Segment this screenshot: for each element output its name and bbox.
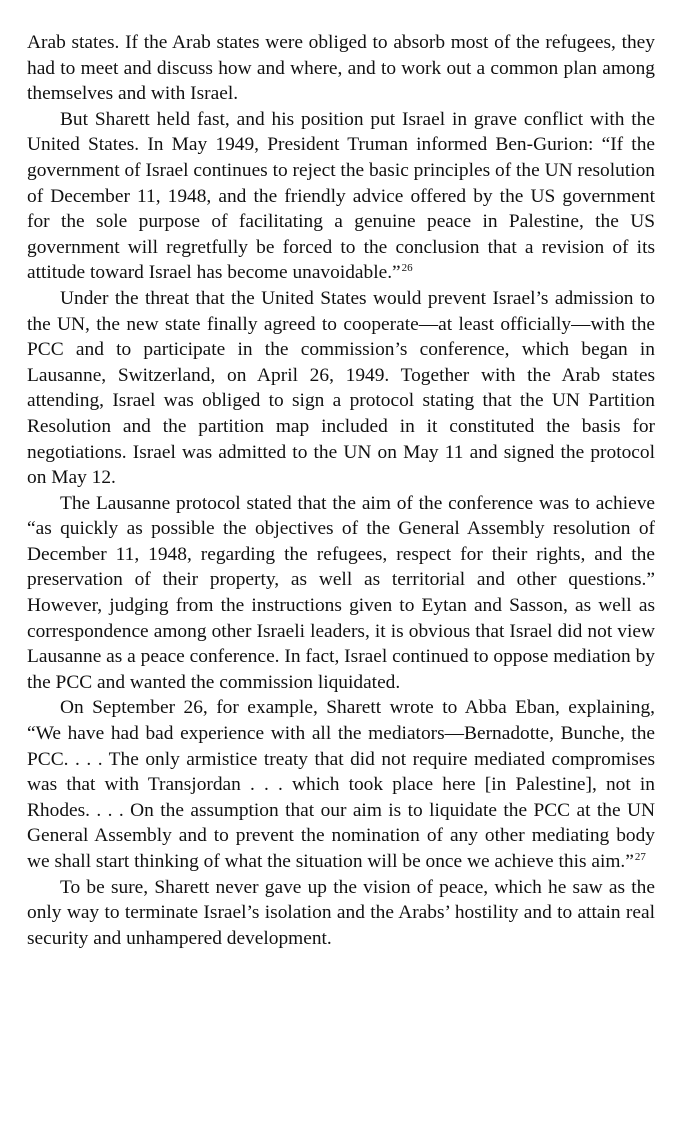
book-page (27, 30, 655, 951)
paragraph-6-text: To be sure, Sharett never gave up the vision of peace, which he saw as the only way to terminate Israel’s isolation and the Arabs’ hostility and to attain real security and unhampered development. (27, 876, 655, 949)
footnote-marker-27: 27 (634, 851, 646, 863)
paragraph-5 (27, 695, 655, 874)
paragraph-6 (27, 875, 655, 952)
paragraph-3 (27, 286, 655, 491)
paragraph-1 (27, 30, 655, 107)
footnote-marker-26: 26 (401, 262, 413, 275)
paragraph-4 (27, 491, 655, 696)
paragraph-5-text: On September 26, for example, Sharett wrote to Abba Eban, explaining, “We have had bad experience with all the mediators—Bernadotte, Bunche, the PCC. . . . The only armistice treaty that did not require mediated compromises was that with Transjordan . . . which took place here [in Palestine], not in Rhodes. . . . On the assumption that our aim is to liquidate the PCC at the UN General Assembly and to prevent the nomination of any other mediating body we shall start thinking of what the situation will be once we achieve this aim.” (27, 697, 655, 872)
paragraph-1-text: Arab states. If the Arab states were obliged to absorb most of the refugees, they had to meet and discuss how and where, and to work out a common plan among themselves and with Israel. (27, 32, 655, 105)
paragraph-3-text: Under the threat that the United States would prevent Israel’s admission to the UN, the new state finally agreed to cooperate—at least officially—with the PCC and to participate in the commission’s conference, which began in Lausanne, Switzerland, on April 26, 1949. Together with the Arab states attending, Israel was obliged to sign a protocol stating that the UN Partition Resolution and the partition map included in it constituted the basis for negotiations. Israel was admitted to the UN on May 11 and signed the protocol on May 12. (27, 287, 655, 489)
paragraph-2 (27, 107, 655, 286)
paragraph-2-text: But Sharett held fast, and his position put Israel in grave conflict with the United States. In May 1949, President Truman informed Ben-Gurion: “If the government of Israel continues to reject the basic principles of the UN resolution of December 11, 1948, and the friendly advice offered by the US government for the sole purpose of facilitating a genuine peace in Palestine, the US government will regretfully be forced to the conclusion that a revision of its attitude toward Israel has become unavoidable.” (27, 108, 655, 284)
paragraph-4-text: The Lausanne protocol stated that the aim of the conference was to achieve “as quickly as possible the objectives of the General Assembly resolution of December 11, 1948, regarding the refugees, respect for their rights, and the preservation of their property, as well as territorial and other questions.” However, judging from the instructions given to Eytan and Sasson, as well as correspondence among other Israeli leaders, it is obvious that Israel did not view Lausanne as a peace conference. In fact, Israel continued to oppose mediation by the PCC and wanted the commission liquidated. (27, 492, 655, 693)
